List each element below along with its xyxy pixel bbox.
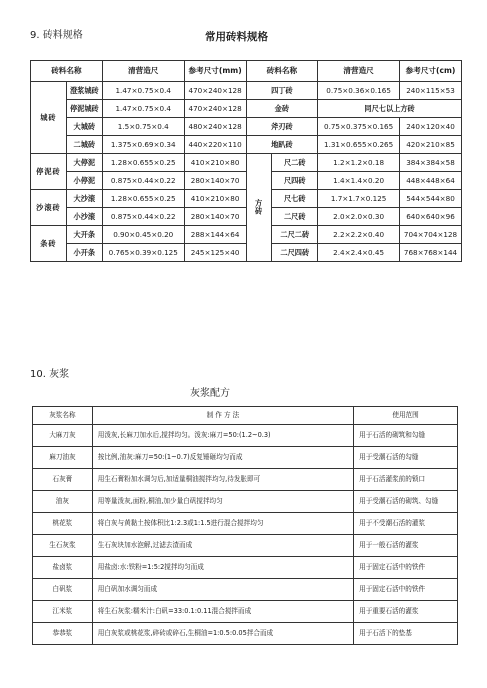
use-cell: 用于受潮石活的勾缝 (354, 447, 458, 469)
brick-name: 澄浆城砖 (66, 82, 102, 100)
spec-cell: 1.31×0.655×0.265 (318, 136, 400, 154)
size-cell: 288×144×64 (184, 226, 246, 244)
brick-name: 斧刃砖 (246, 118, 318, 136)
header-cell: 使用范围 (354, 407, 458, 425)
table-row (33, 447, 458, 469)
mortar-name: 白矾浆 (33, 579, 93, 601)
table-row (33, 513, 458, 535)
size-cell: 384×384×58 (400, 154, 462, 172)
brick-name: 大沙滚 (66, 190, 102, 208)
size-cell: 544×544×80 (400, 190, 462, 208)
brick-name: 大停泥 (66, 154, 102, 172)
mortar-name: 生石灰浆 (33, 535, 93, 557)
table-row (33, 623, 458, 645)
spec-cell: 1.47×0.75×0.4 (102, 100, 184, 118)
brick-name: 小开条 (66, 244, 102, 262)
table-row (31, 136, 462, 154)
category-cell: 沙滚砖 (31, 190, 67, 226)
size-cell: 768×768×144 (400, 244, 462, 262)
size-cell: 240×120×40 (400, 118, 462, 136)
size-cell: 410×210×80 (184, 154, 246, 172)
spec-cell: 0.75×0.375×0.165 (318, 118, 400, 136)
brick-name: 四丁砖 (246, 82, 318, 100)
size-cell: 640×640×96 (400, 208, 462, 226)
use-cell: 用于石活的砌筑和勾缝 (354, 425, 458, 447)
brick-name: 地趴砖 (246, 136, 318, 154)
mortar-name: 大麻刀灰 (33, 425, 93, 447)
brick-spec-table (30, 60, 462, 262)
method-cell: 用白矾加水调匀而成 (92, 579, 353, 601)
method-cell: 生石灰块加水泡解,过滤去渣而成 (92, 535, 353, 557)
spec-cell: 1.375×0.69×0.34 (102, 136, 184, 154)
header-cell: 灰浆名称 (33, 407, 93, 425)
brick-name: 金砖 (246, 100, 318, 118)
table-header-row (33, 407, 458, 425)
table-row (31, 100, 462, 118)
size-cell: 704×704×128 (400, 226, 462, 244)
size-cell: 245×125×40 (184, 244, 246, 262)
category-cell: 城砖 (31, 82, 67, 154)
spec-cell: 1.5×0.75×0.4 (102, 118, 184, 136)
spec-cell: 2.2×2.2×0.40 (318, 226, 400, 244)
header-cell: 清营造尺 (318, 61, 400, 82)
table-row (33, 491, 458, 513)
spec-cell: 0.875×0.44×0.22 (102, 208, 184, 226)
table-row (31, 118, 462, 136)
header-cell: 清营造尺 (102, 61, 184, 82)
table-row (31, 226, 462, 244)
table-row (33, 469, 458, 491)
brick-name: 尺二砖 (272, 154, 318, 172)
method-cell: 用白灰浆或桃花浆,碎砖或碎石,生桐油=1:0.5:0.05拌合而成 (92, 623, 353, 645)
use-cell: 用于石活下的垫基 (354, 623, 458, 645)
brick-name: 大城砖 (66, 118, 102, 136)
mortar-name: 盐卤浆 (33, 557, 93, 579)
table-row (31, 244, 462, 262)
brick-name: 二尺二砖 (272, 226, 318, 244)
method-cell: 用生石膏粉加水调匀后,加适量桐油搅拌均匀,待发胀即可 (92, 469, 353, 491)
spec-cell: 0.765×0.39×0.125 (102, 244, 184, 262)
table-row (31, 208, 462, 226)
method-cell: 用等量泼灰,面粉,桐油,加少量白矾搅拌均匀 (92, 491, 353, 513)
table-row (31, 172, 462, 190)
spec-cell: 0.875×0.44×0.22 (102, 172, 184, 190)
section-10-heading: 10. 灰浆 (30, 369, 70, 380)
spec-cell: 1.4×1.4×0.20 (318, 172, 400, 190)
brick-name: 尺七砖 (272, 190, 318, 208)
method-cell: 用盐卤:水:铁粉=1:5:2搅拌均匀而成 (92, 557, 353, 579)
mortar-table-title: 灰浆配方 (190, 388, 230, 399)
spec-cell: 1.47×0.75×0.4 (102, 82, 184, 100)
size-cell: 240×115×53 (400, 82, 462, 100)
spec-cell: 1.2×1.2×0.18 (318, 154, 400, 172)
brick-name: 停泥城砖 (66, 100, 102, 118)
section-9-heading: 9. 砖料规格 (30, 30, 83, 41)
spec-cell: 1.28×0.655×0.25 (102, 154, 184, 172)
mortar-name: 桃花浆 (33, 513, 93, 535)
table-row (33, 425, 458, 447)
table-row (33, 601, 458, 623)
category-cell: 方砖 (246, 154, 272, 262)
table-row (33, 579, 458, 601)
mortar-name: 恭恭浆 (33, 623, 93, 645)
brick-name: 大开条 (66, 226, 102, 244)
header-cell: 砖料名称 (246, 61, 318, 82)
mortar-name: 石灰膏 (33, 469, 93, 491)
size-cell: 480×240×128 (184, 118, 246, 136)
size-cell: 280×140×70 (184, 172, 246, 190)
category-cell: 条砖 (31, 226, 67, 262)
method-cell: 将白灰与黄黏土按体积比1:2.3或1:1.5进行混合搅拌均匀 (92, 513, 353, 535)
use-cell: 用于石活灌浆前的锁口 (354, 469, 458, 491)
size-cell: 280×140×70 (184, 208, 246, 226)
size-cell: 440×220×110 (184, 136, 246, 154)
brick-name: 二城砖 (66, 136, 102, 154)
brick-table-title: 常用砖料规格 (205, 31, 268, 43)
header-cell: 砖料名称 (31, 61, 103, 82)
size-cell: 410×210×80 (184, 190, 246, 208)
mortar-name: 油灰 (33, 491, 93, 513)
category-cell: 停泥砖 (31, 154, 67, 190)
use-cell: 用于固定石活中的铁件 (354, 557, 458, 579)
use-cell: 用于固定石活中的铁件 (354, 579, 458, 601)
brick-name: 小沙滚 (66, 208, 102, 226)
use-cell: 用于不受潮石活的灌浆 (354, 513, 458, 535)
size-cell: 470×240×128 (184, 82, 246, 100)
table-row (33, 535, 458, 557)
header-cell: 制 作 方 法 (92, 407, 353, 425)
method-cell: 按比例,油灰:麻刀=50:(1~0.7)反复锤砸均匀而成 (92, 447, 353, 469)
spec-cell: 2.0×2.0×0.30 (318, 208, 400, 226)
use-cell: 用于一般石活的灌浆 (354, 535, 458, 557)
use-cell: 用于受潮石活的砌筑、勾缝 (354, 491, 458, 513)
table-row (33, 557, 458, 579)
brick-name: 二尺四砖 (272, 244, 318, 262)
method-cell: 用泼灰,长麻刀加水后,搅拌均匀。泼灰:麻刀=50:(1.2~0.3) (92, 425, 353, 447)
method-cell: 将生石灰浆:糯米汁:白矾=33:0.1:0.11混合搅拌而成 (92, 601, 353, 623)
mortar-formula-table (32, 406, 458, 645)
spec-cell: 1.28×0.655×0.25 (102, 190, 184, 208)
spec-cell: 1.7×1.7×0.125 (318, 190, 400, 208)
header-cell: 参考尺寸(cm) (400, 61, 462, 82)
mortar-name: 麻刀油灰 (33, 447, 93, 469)
brick-name: 二尺砖 (272, 208, 318, 226)
use-cell: 用于重要石活的灌浆 (354, 601, 458, 623)
table-row (31, 82, 462, 100)
spec-cell: 0.75×0.36×0.165 (318, 82, 400, 100)
spec-cell: 0.90×0.45×0.20 (102, 226, 184, 244)
mortar-name: 江米浆 (33, 601, 93, 623)
table-row (31, 154, 462, 172)
size-cell: 448×448×64 (400, 172, 462, 190)
brick-name: 小停泥 (66, 172, 102, 190)
table-row (31, 190, 462, 208)
size-cell: 470×240×128 (184, 100, 246, 118)
header-cell: 参考尺寸(mm) (184, 61, 246, 82)
spec-span-cell: 同尺七以上方砖 (318, 100, 462, 118)
table-header-row (31, 61, 462, 82)
brick-name: 尺四砖 (272, 172, 318, 190)
size-cell: 420×210×85 (400, 136, 462, 154)
spec-cell: 2.4×2.4×0.45 (318, 244, 400, 262)
